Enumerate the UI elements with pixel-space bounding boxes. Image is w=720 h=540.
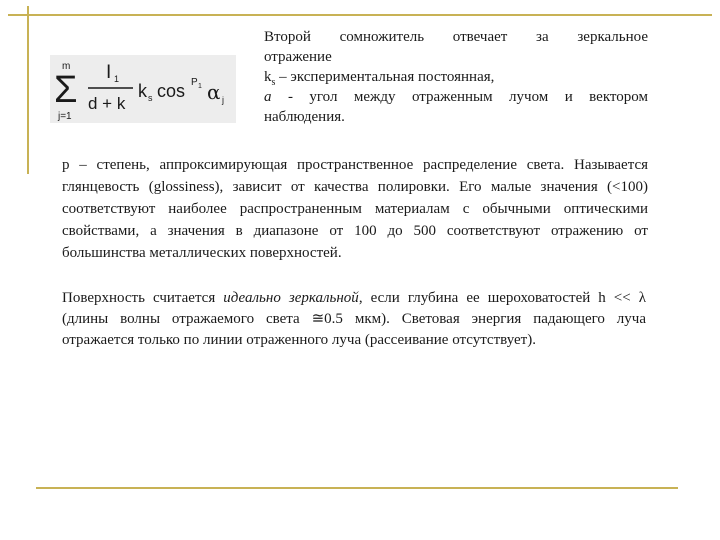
sum-upper: m (62, 61, 71, 72)
mirror-text-start: Поверхность считается (62, 290, 224, 306)
mirror-text-end: , если глубина ее шероховатостей h << λ (длины волны отражаемого света ≅0.5 мкм). Световая энергия падающего луча отражается только по линии отраженного луча (рассеивание отсутствует). (62, 290, 647, 348)
ks-symbol: k (138, 81, 147, 101)
top-rule (8, 14, 712, 16)
left-rule (27, 6, 29, 174)
ideal-mirror-paragraph (62, 288, 646, 351)
a-term: a (264, 89, 272, 105)
description-line: Второй сомножитель отвечает за зеркальное (264, 29, 648, 45)
description-line: отражение (264, 49, 332, 65)
bottom-rule (36, 487, 678, 489)
numerator-sub: 1 (114, 74, 120, 84)
ks-term: k (264, 69, 272, 85)
glossiness-paragraph: p – степень, аппроксимирующая пространственное распределение света. Называется глянцевость (glossiness), зависит от качества полировки. Его малые значения (<100) соответствуют наиболее распространенным материалам с обычными оптическими свойствами, а значения в диапазоне от 100 до 500 соответствуют отражению от большинства металлических поверхностей. (62, 157, 648, 261)
description-line (264, 67, 648, 87)
formula (50, 55, 236, 123)
ks-subscript: s (148, 93, 153, 103)
mirror-term: идеально зеркальной (223, 290, 359, 306)
denominator: d + k (88, 94, 126, 113)
formula-image (50, 55, 236, 123)
ks-term-sub: s (271, 77, 276, 88)
power-subscript: 1 (198, 83, 202, 90)
numerator: I (106, 62, 112, 83)
sum-lower: j=1 (58, 111, 72, 122)
cos-symbol: cos (157, 81, 186, 101)
formula-description (264, 27, 648, 127)
ks-definition: – экспериментальная постоянная, (275, 69, 495, 85)
alpha-symbol: α (207, 80, 221, 104)
sum-symbol: Σ (54, 69, 78, 111)
description-line (264, 87, 648, 107)
a-definition: - угол между отраженным лучом и вектором (271, 89, 648, 105)
description-line: наблюдения. (264, 109, 345, 125)
power-symbol: P (191, 77, 198, 88)
alpha-subscript: j (222, 95, 224, 105)
